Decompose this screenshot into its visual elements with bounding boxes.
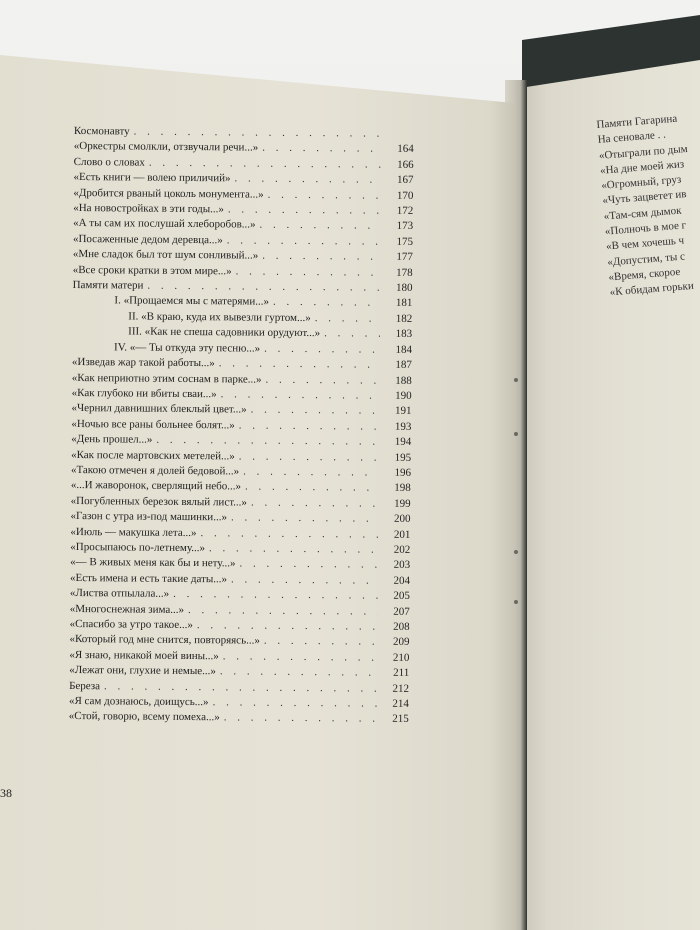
dot-leader xyxy=(262,141,382,157)
toc-entry-page: 164 xyxy=(397,143,414,156)
toc-entry-title: «День прошел...» xyxy=(71,433,153,446)
toc-entry-title: «Как после мартовских метелей...» xyxy=(71,448,235,462)
right-page-line: «Огромный, груз xyxy=(600,173,682,192)
toc-entry-title: «...И жаворонок, сверлящий небо...» xyxy=(70,479,242,493)
toc-entry-title: I. «Прощаемся мы с матерями...» xyxy=(114,294,270,309)
right-page-line: Памяти Гагарина xyxy=(596,112,678,131)
dot-leader xyxy=(315,311,381,327)
dot-leader xyxy=(251,403,380,420)
toc-entry-title: Береза xyxy=(69,679,101,692)
toc-entry-page: 215 xyxy=(392,713,409,726)
toc-entry-page: 184 xyxy=(395,343,413,356)
toc-entry-page: 193 xyxy=(394,420,412,433)
toc-entry-page: 207 xyxy=(393,605,410,618)
right-page-line: «Время, скорое xyxy=(608,265,681,284)
toc-entry-title: IV. «— Ты откуда эту песню...» xyxy=(114,341,261,355)
dot-leader xyxy=(227,233,381,250)
toc-entry-page: 214 xyxy=(392,697,410,710)
toc-entry-title: «Я знаю, никакой моей вины...» xyxy=(69,648,219,663)
toc-entry-page: 200 xyxy=(394,512,411,526)
toc-entry-title: II. «В краю, куда их вывезли гуртом...» xyxy=(128,310,311,324)
right-page-line: «На дне моей жиз xyxy=(599,158,685,177)
toc-entry-page: 170 xyxy=(396,189,414,202)
toc-entry-page: 212 xyxy=(392,682,410,695)
toc-entry-page: 204 xyxy=(393,574,411,587)
toc-entry-title: «Многоснежная зима...» xyxy=(69,602,185,616)
toc-entry-page: 209 xyxy=(392,636,410,649)
dot-leader xyxy=(219,356,380,373)
toc-entry-page: 175 xyxy=(396,235,414,248)
toc-entry-page: 188 xyxy=(395,374,412,387)
toc-entry-page: 183 xyxy=(395,328,413,341)
toc-entry-title: «Мне сладок был тот шум сонливый...» xyxy=(72,248,259,262)
toc-entry-page: 167 xyxy=(396,174,414,187)
toc-entry-title: «Я сам дознаюсь, доищусь...» xyxy=(68,695,209,709)
dot-leader xyxy=(188,603,378,620)
toc-entry-page: 195 xyxy=(394,451,412,464)
toc-entry-page: 194 xyxy=(394,435,412,449)
toc-entry-page: 196 xyxy=(394,466,412,479)
toc-entry-title: «Просыпаюсь по-летнему...» xyxy=(70,540,206,555)
toc-entry-title: «Изведав жар такой работы...» xyxy=(71,356,215,370)
toc-entry-page: 201 xyxy=(393,528,411,541)
toc-entry-title: «Посаженные дедом деревца...» xyxy=(72,232,223,247)
toc-entry-page: 177 xyxy=(396,251,413,264)
toc-entry-title: «Как глубоко ни вбиты сваи...» xyxy=(71,386,217,401)
toc-entry-title: Памяти матери xyxy=(72,279,144,292)
toc-entry-title: «А ты сам их послушай хлеборобов...» xyxy=(73,217,256,232)
toc-entry-page: 173 xyxy=(396,220,414,233)
toc-entry-title: «Погубленных березок вялый лист...» xyxy=(70,494,248,509)
dot-leader xyxy=(264,341,380,357)
table-of-contents xyxy=(69,124,414,728)
dot-leader xyxy=(231,511,379,528)
toc-entry-page: 172 xyxy=(396,204,414,217)
toc-entry-title: III. «Как не спеша садовники орудуют...» xyxy=(128,325,321,340)
toc-entry-title: «Как неприютно этим соснам в парке...» xyxy=(71,371,262,386)
dot-leader xyxy=(266,372,380,388)
toc-entry-title: «Лежат они, глухие и немые...» xyxy=(69,664,216,678)
toc-entry-title: «Стой, говорю, всему помеха...» xyxy=(68,710,220,724)
dot-leader xyxy=(223,649,378,666)
dot-leader xyxy=(251,495,379,512)
binding-stitch xyxy=(514,432,518,436)
dot-leader xyxy=(173,587,378,604)
toc-entry-page: 178 xyxy=(396,266,413,279)
page-number: 38 xyxy=(0,786,12,800)
toc-entry-title: «Дробится рваный цоколь монумента...» xyxy=(73,186,264,201)
toc-entry-title: «Есть имена и есть такие даты...» xyxy=(69,571,228,586)
toc-entry-title: «Спасибо за утро такое...» xyxy=(69,617,193,632)
dot-leader xyxy=(209,541,378,558)
right-page-line: «Полночь в мое г xyxy=(604,219,687,238)
toc-entry-title: «Который год мне снится, повторяясь...» xyxy=(69,633,260,648)
toc-entry-title: «Июль — макушка лета...» xyxy=(70,525,197,539)
toc-entry-title: «На новостройках в эти годы...» xyxy=(73,202,224,216)
dot-leader xyxy=(220,665,377,682)
toc-entry-page: 187 xyxy=(395,358,412,372)
toc-entry-title: «Такою отмечен я долей бедовой...» xyxy=(70,463,240,478)
dot-leader xyxy=(259,218,381,234)
right-page-line: «В чем хочешь ч xyxy=(605,234,685,253)
right-page-line: На сеновале . . xyxy=(597,128,667,147)
dot-leader xyxy=(239,557,378,574)
right-page-line: «Чуть зацветет ив xyxy=(602,188,687,208)
toc-entry-title: «Газон с утра из-под машинки...» xyxy=(70,510,228,524)
dot-leader xyxy=(236,264,381,281)
toc-entry-title: «— В живых меня как бы и нету...» xyxy=(70,556,236,570)
toc-entry-title: «Листва отпылала...» xyxy=(69,587,170,601)
dot-leader xyxy=(239,449,379,466)
dot-leader xyxy=(228,202,381,219)
toc-entry-page: 166 xyxy=(397,158,414,171)
toc-entry-page: 203 xyxy=(393,559,411,572)
binding-stitch xyxy=(514,600,518,604)
right-page-line: «Отыграли по дым xyxy=(598,142,688,162)
dot-leader xyxy=(273,295,381,311)
dot-leader xyxy=(324,326,380,342)
toc-entry-page: 182 xyxy=(395,312,413,325)
right-page-contents xyxy=(596,107,700,301)
binding-stitch xyxy=(514,550,518,554)
dot-leader xyxy=(262,249,381,265)
toc-entry-page: 181 xyxy=(395,297,413,310)
dot-leader xyxy=(200,526,378,543)
dot-leader xyxy=(213,695,377,712)
toc-entry-title: «Оркестры смолкли, отзвучали речи...» xyxy=(73,140,259,155)
toc-entry-title: Космонавту xyxy=(73,124,130,138)
toc-entry xyxy=(69,709,409,727)
dot-leader xyxy=(268,187,382,203)
dot-leader xyxy=(245,480,379,497)
dot-leader xyxy=(234,172,381,189)
toc-entry-title: «Чернил давнишних блеклый цвет...» xyxy=(71,402,247,416)
toc-entry-page: 210 xyxy=(392,651,410,664)
dot-leader xyxy=(224,711,377,728)
toc-entry-title: «Есть книги — волею приличий» xyxy=(73,171,231,185)
toc-entry-page: 199 xyxy=(394,497,411,510)
toc-entry-page: 208 xyxy=(393,620,410,633)
toc-entry-title: «Все сроки кратки в этом мире...» xyxy=(72,263,232,278)
dot-leader xyxy=(264,634,378,650)
binding-stitch xyxy=(514,378,518,382)
toc-entry-page: 180 xyxy=(396,281,413,295)
toc-entry-page: 198 xyxy=(394,482,411,495)
dot-leader xyxy=(221,387,380,404)
toc-entry-title: Слово о словах xyxy=(73,155,145,169)
dot-leader xyxy=(231,572,378,589)
toc-entry-page: 211 xyxy=(393,667,410,680)
toc-entry-page: 205 xyxy=(393,589,410,603)
right-page-line: «Там-сям дымок xyxy=(603,204,682,223)
right-page-line: «Допустим, ты с xyxy=(606,250,686,269)
toc-entry-page: 190 xyxy=(395,389,412,402)
dot-leader xyxy=(197,618,378,635)
dot-leader xyxy=(239,418,380,435)
right-page-line: «К обидам горьки xyxy=(609,280,695,299)
toc-entry-page: 191 xyxy=(394,405,412,418)
toc-entry-title: «Ночью все раны больнее болят...» xyxy=(71,417,235,432)
dot-leader xyxy=(243,464,379,481)
toc-entry-page: 202 xyxy=(393,543,411,556)
